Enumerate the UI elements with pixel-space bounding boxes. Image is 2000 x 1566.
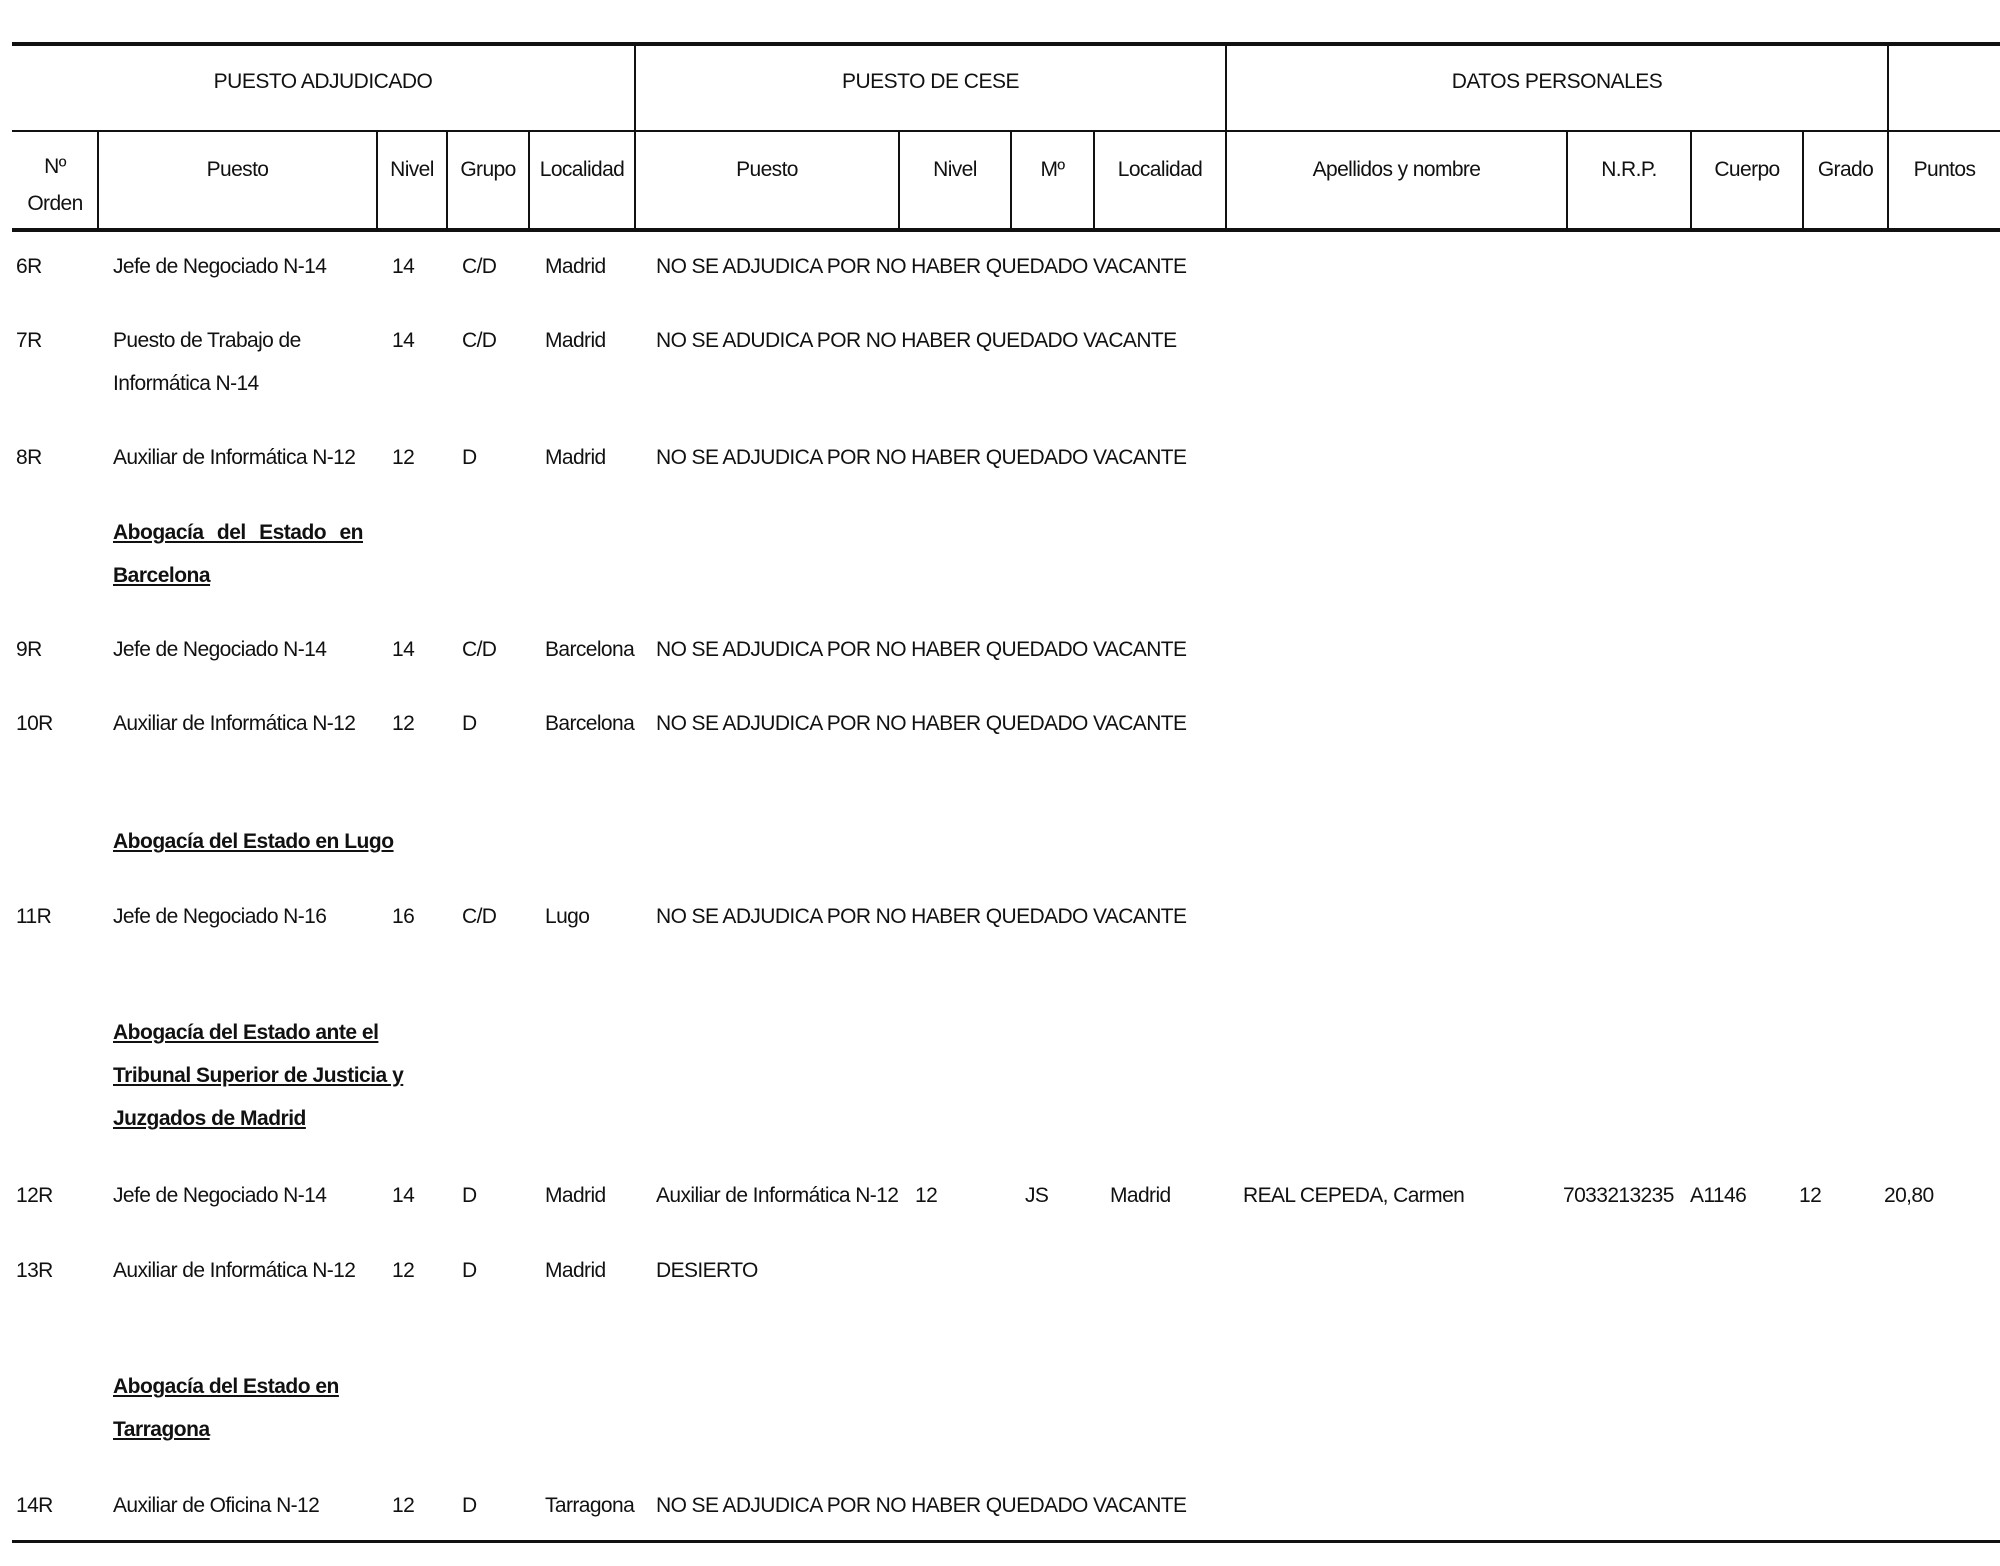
cell-cese-status: NO SE ADJUDICA POR NO HABER QUEDADO VACANTE bbox=[656, 1494, 1187, 1517]
cell-orden: 13R bbox=[16, 1259, 53, 1282]
cell-cese-status: DESIERTO bbox=[656, 1259, 758, 1282]
col-header-nivel: Nivel bbox=[390, 158, 434, 181]
cell-grupo: C/D bbox=[462, 255, 497, 278]
cell-orden: 7R bbox=[16, 329, 42, 352]
col-header-cuerpo: Cuerpo bbox=[1714, 158, 1780, 181]
section-heading-madrid: Abogacía del Estado ante el bbox=[113, 1021, 379, 1044]
section-heading-tarragona: Abogacía del Estado en bbox=[113, 1375, 339, 1398]
cell-grupo: D bbox=[462, 1259, 477, 1282]
cell-grado: 12 bbox=[1799, 1184, 1822, 1207]
cell-localidad: Tarragona bbox=[545, 1494, 635, 1517]
cell-cese-localidad: Madrid bbox=[1110, 1184, 1171, 1207]
col-header-apellidos: Apellidos y nombre bbox=[1312, 158, 1481, 181]
cell-cese-status: NO SE ADJUDICA POR NO HABER QUEDADO VACANTE bbox=[656, 905, 1187, 928]
section-heading-lugo: Abogacía del Estado en Lugo bbox=[113, 830, 394, 853]
col-header-orden: Orden bbox=[27, 192, 83, 215]
cell-puesto: Informática N-14 bbox=[113, 372, 259, 395]
header-bottom-rule bbox=[12, 228, 2000, 232]
cell-orden: 9R bbox=[16, 638, 42, 661]
col-header-puesto: Puesto bbox=[206, 158, 269, 181]
cell-puesto: Jefe de Negociado N-14 bbox=[113, 1184, 327, 1207]
cell-grupo: C/D bbox=[462, 905, 497, 928]
cell-puesto: Auxiliar de Informática N-12 bbox=[113, 446, 356, 469]
col-header-cese-m: Mº bbox=[1040, 158, 1065, 181]
cell-grupo: C/D bbox=[462, 329, 497, 352]
cell-nivel: 14 bbox=[392, 329, 415, 352]
group-title-adjudicado: PUESTO ADJUDICADO bbox=[213, 70, 433, 93]
cell-puesto: Auxiliar de Informática N-12 bbox=[113, 712, 356, 735]
section-heading-barcelona: Abogacía del Estado en bbox=[113, 521, 363, 544]
cell-orden: 14R bbox=[16, 1494, 53, 1517]
cell-orden: 12R bbox=[16, 1184, 53, 1207]
cell-cese-status: NO SE ADJUDICA POR NO HABER QUEDADO VACANTE bbox=[656, 712, 1187, 735]
cell-nivel: 14 bbox=[392, 638, 415, 661]
header-mid-rule bbox=[12, 130, 2000, 132]
cell-orden: 6R bbox=[16, 255, 42, 278]
cell-nivel: 12 bbox=[392, 1494, 415, 1517]
group-divider-3 bbox=[1887, 44, 1889, 230]
col-header-cese-localidad: Localidad bbox=[1117, 158, 1203, 181]
cell-grupo: C/D bbox=[462, 638, 497, 661]
cell-nivel: 12 bbox=[392, 712, 415, 735]
cell-localidad: Madrid bbox=[545, 255, 606, 278]
col-header-orden: Nº bbox=[44, 155, 66, 178]
cell-apellidos: REAL CEPEDA, Carmen bbox=[1243, 1184, 1465, 1207]
cell-cese-status: NO SE ADJUDICA POR NO HABER QUEDADO VACANTE bbox=[656, 638, 1187, 661]
cell-grupo: D bbox=[462, 1494, 477, 1517]
cell-nivel: 14 bbox=[392, 255, 415, 278]
cell-orden: 10R bbox=[16, 712, 53, 735]
cell-cese-status: NO SE ADJUDICA POR NO HABER QUEDADO VACANTE bbox=[656, 255, 1187, 278]
cell-localidad: Madrid bbox=[545, 446, 606, 469]
cell-cese-status: NO SE ADJUDICA POR NO HABER QUEDADO VACANTE bbox=[656, 446, 1187, 469]
section-heading-barcelona: Barcelona bbox=[113, 564, 211, 587]
cell-localidad: Barcelona bbox=[545, 638, 635, 661]
cell-puntos: 20,80 bbox=[1884, 1184, 1934, 1207]
cell-puesto: Jefe de Negociado N-14 bbox=[113, 638, 327, 661]
table-bottom-rule bbox=[12, 1540, 2000, 1543]
cell-cese-nivel: 12 bbox=[915, 1184, 938, 1207]
cell-grupo: D bbox=[462, 1184, 477, 1207]
cell-nivel: 12 bbox=[392, 446, 415, 469]
section-heading-madrid: Juzgados de Madrid bbox=[113, 1107, 306, 1130]
col-header-nrp: N.R.P. bbox=[1601, 158, 1657, 181]
cell-cese-puesto: Auxiliar de Informática N-12 bbox=[656, 1184, 899, 1207]
cell-puesto: Jefe de Negociado N-16 bbox=[113, 905, 327, 928]
cell-orden: 8R bbox=[16, 446, 42, 469]
cell-localidad: Madrid bbox=[545, 1184, 606, 1207]
table-top-rule bbox=[12, 42, 2000, 46]
cell-cese-m: JS bbox=[1025, 1184, 1049, 1207]
col-header-cese-puesto: Puesto bbox=[736, 158, 798, 181]
cell-grupo: D bbox=[462, 446, 477, 469]
cell-puesto: Puesto de Trabajo de bbox=[113, 329, 301, 352]
cell-nivel: 16 bbox=[392, 905, 415, 928]
col-header-cese-nivel: Nivel bbox=[933, 158, 977, 181]
group-title-cese: PUESTO DE CESE bbox=[842, 70, 1019, 93]
cell-puesto: Auxiliar de Oficina N-12 bbox=[113, 1494, 320, 1517]
cell-localidad: Lugo bbox=[545, 905, 590, 928]
col-header-grupo: Grupo bbox=[460, 158, 516, 181]
group-title-datos: DATOS PERSONALES bbox=[1451, 70, 1663, 93]
cell-localidad: Madrid bbox=[545, 1259, 606, 1282]
cell-puesto: Auxiliar de Informática N-12 bbox=[113, 1259, 356, 1282]
cell-grupo: D bbox=[462, 712, 477, 735]
col-header-localidad: Localidad bbox=[539, 158, 625, 181]
section-heading-madrid: Tribunal Superior de Justicia y bbox=[113, 1064, 404, 1087]
cell-localidad: Madrid bbox=[545, 329, 606, 352]
cell-nivel: 14 bbox=[392, 1184, 415, 1207]
col-header-grado: Grado bbox=[1817, 158, 1874, 181]
cell-nrp: 7033213235 bbox=[1563, 1184, 1674, 1207]
cell-cese-status: NO SE ADUDICA POR NO HABER QUEDADO VACANTE bbox=[656, 329, 1177, 352]
cell-nivel: 12 bbox=[392, 1259, 415, 1282]
cell-orden: 11R bbox=[16, 905, 52, 928]
col-header-puntos: Puntos bbox=[1913, 158, 1976, 181]
cell-cuerpo: A1146 bbox=[1690, 1184, 1747, 1207]
section-heading-tarragona: Tarragona bbox=[113, 1418, 210, 1441]
cell-puesto: Jefe de Negociado N-14 bbox=[113, 255, 327, 278]
cell-localidad: Barcelona bbox=[545, 712, 635, 735]
